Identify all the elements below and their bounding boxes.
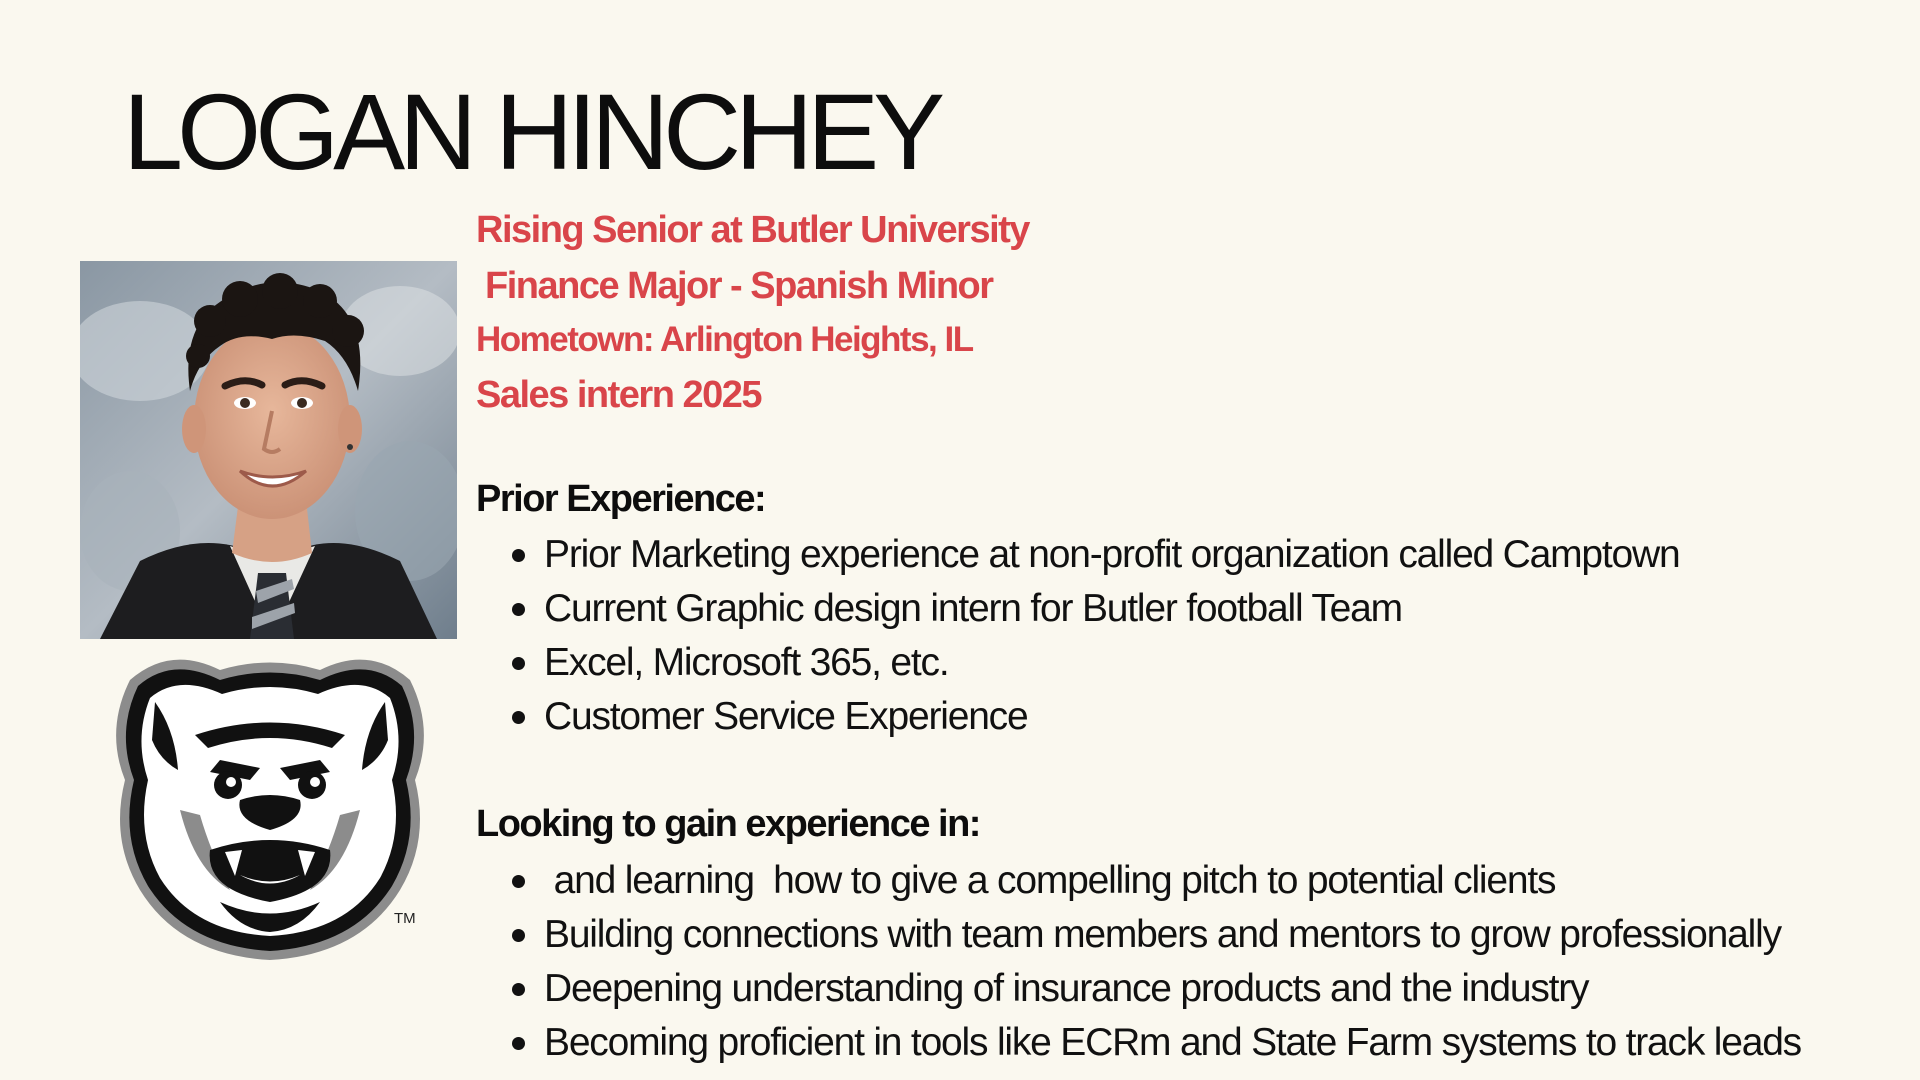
bulldog-logo — [100, 640, 440, 970]
looking-to-gain-list — [476, 854, 1896, 1070]
detail-university: Rising Senior at Butler University — [476, 209, 1029, 251]
list-item-text: Customer Service Experience — [544, 695, 1028, 739]
list-item — [476, 528, 1896, 582]
headshot-photo — [80, 261, 457, 639]
detail-major: Finance Major - Spanish Minor — [485, 264, 993, 307]
list-item — [476, 636, 1896, 690]
list-item-text: and learning how to give a compelling pitch to potential clients — [544, 858, 1556, 902]
name-title: LOGAN HINCHEY — [123, 71, 940, 192]
list-item — [476, 854, 1896, 908]
list-item — [476, 962, 1896, 1016]
list-item — [476, 582, 1896, 636]
list-item-text: Becoming proficient in tools like ECRm and State Farm systems to track leads — [544, 1020, 1801, 1064]
bullet-icon — [512, 875, 525, 888]
prior-experience-list — [476, 528, 1896, 744]
bullet-icon — [512, 983, 525, 996]
trademark-mark: TM — [394, 910, 416, 927]
list-item-text: Building connections with team members and mentors to grow professionally — [544, 912, 1781, 956]
list-item-text: Deepening understanding of insurance products and the industry — [544, 966, 1589, 1010]
bullet-icon — [512, 603, 525, 616]
detail-internship: Sales intern 2025 — [476, 374, 762, 417]
list-item-text: Prior Marketing experience at non-profit organization called Camptown — [544, 533, 1680, 577]
list-item — [476, 908, 1896, 962]
bullet-icon — [512, 549, 525, 562]
detail-hometown: Hometown: Arlington Heights, IL — [476, 320, 973, 360]
bullet-icon — [512, 711, 525, 724]
content-column — [476, 208, 1896, 1070]
bullet-icon — [512, 929, 525, 942]
list-item — [476, 690, 1896, 744]
bullet-icon — [512, 1037, 525, 1050]
looking-to-gain-heading: Looking to gain experience in: — [476, 803, 980, 846]
list-item — [476, 1016, 1896, 1070]
list-item-text: Excel, Microsoft 365, etc. — [544, 641, 949, 685]
prior-experience-heading: Prior Experience: — [476, 477, 766, 520]
bullet-icon — [512, 657, 525, 670]
list-item-text: Current Graphic design intern for Butler football Team — [544, 587, 1402, 631]
